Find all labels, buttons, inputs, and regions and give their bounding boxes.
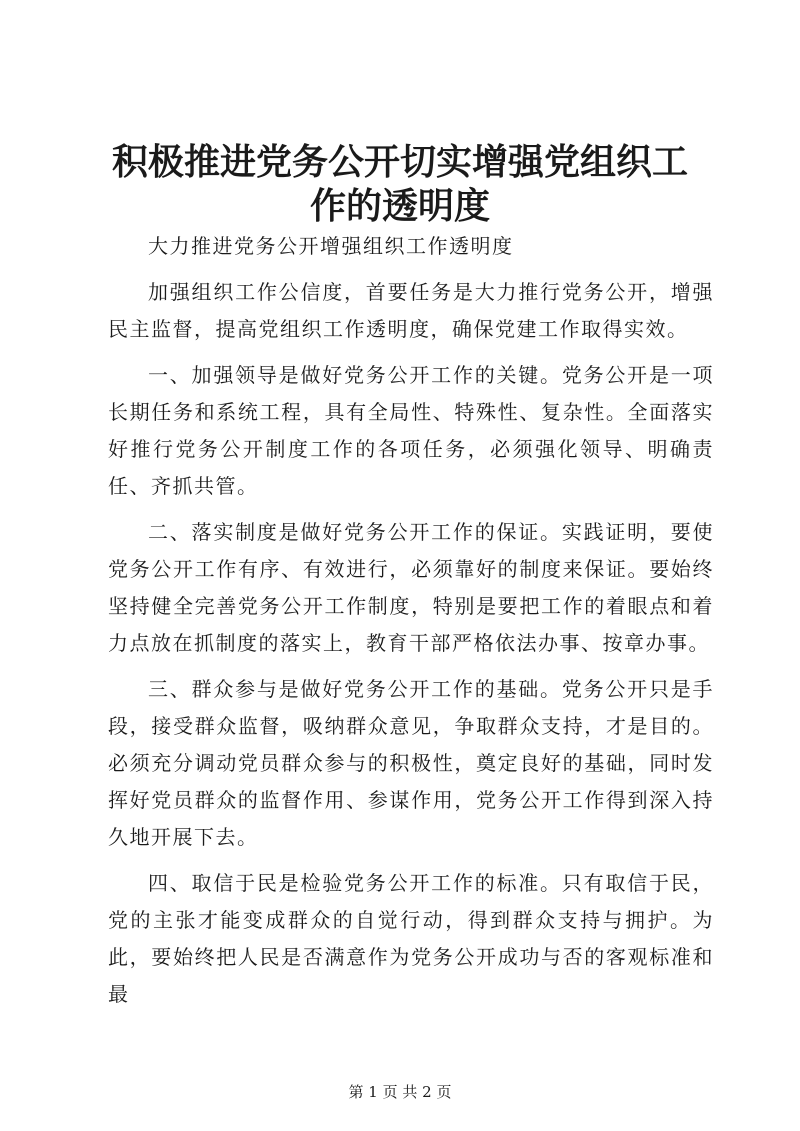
- paragraph-intro: 加强组织工作公信度，首要任务是大力推行党务公开，增强民主监督，提高党组织工作透明度，确保党建工作取得实效。: [108, 280, 714, 341]
- paragraph-point-2: 二、落实制度是做好党务公开工作的保证。实践证明，要使党务公开工作有序、有效进行，必须靠好的制度来保证。要始终坚持健全完善党务公开工作制度，特别是要把工作的着眼点和着力点放在抓制度的落实上，教育干部严格依法办事、按章办事。: [108, 520, 714, 655]
- paragraph-point-3: 三、群众参与是做好党务公开工作的基础。党务公开只是手段，接受群众监督，吸纳群众意见，争取群众支持，才是目的。必须充分调动党员群众参与的积极性，奠定良好的基础，同时发挥好党员群众的监督作用、参谋作用，党务公开工作得到深入持久地开展下去。: [108, 677, 714, 849]
- document-title: 积极推进党务公开切实增强党组织工作的透明度: [111, 141, 688, 227]
- document-body: [108, 228, 714, 1022]
- paragraph-subtitle: 大力推进党务公开增强组织工作透明度: [148, 234, 514, 258]
- page-number-footer: 第 1 页 共 2 页: [348, 1083, 452, 1101]
- paragraph-point-4: 四、取信于民是检验党务公开工作的标准。只有取信于民，党的主张才能变成群众的自觉行动，得到群众支持与拥护。为此，要始终把人民是否满意作为党务公开成功与否的客观标准和最: [108, 871, 714, 1006]
- paragraph-point-1: 一、加强领导是做好党务公开工作的关键。党务公开是一项长期任务和系统工程，具有全局性、特殊性、复杂性。全面落实好推行党务公开制度工作的各项任务，必须强化领导、明确责任、齐抓共管。: [108, 363, 714, 498]
